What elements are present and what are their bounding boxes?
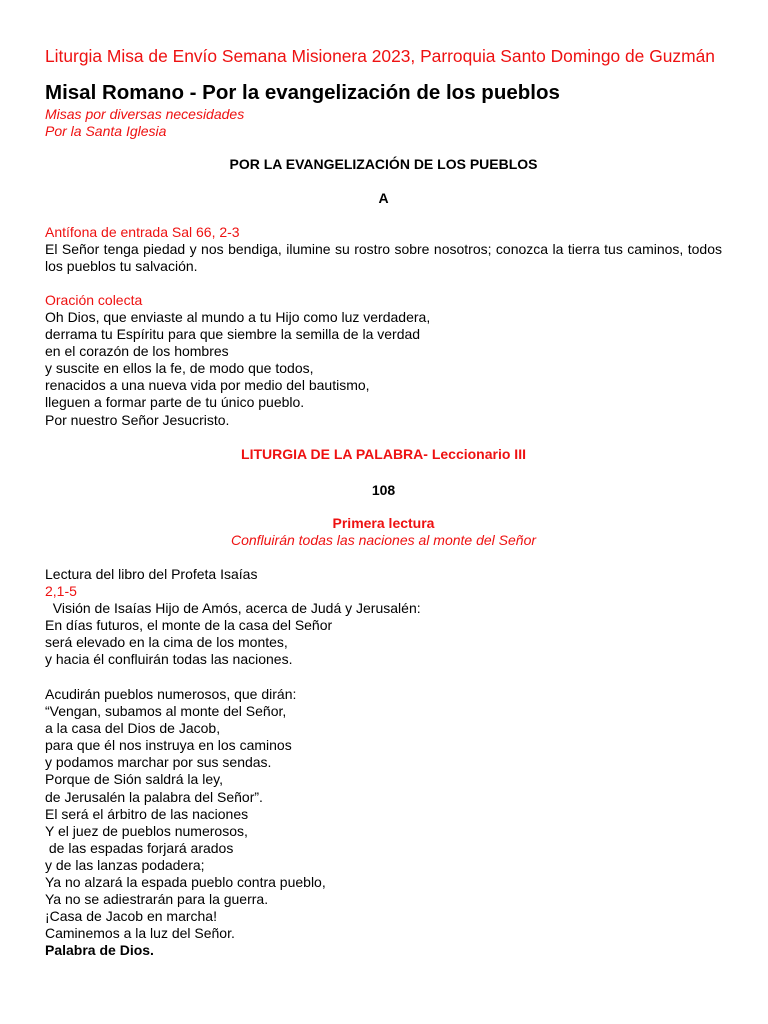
oracion-text: [45, 309, 430, 429]
reading-line: Y el juez de pueblos numerosos,: [45, 822, 248, 839]
cycle-letter: A: [378, 190, 389, 206]
lectura-subtitle: Confluirán todas las naciones al monte del Señor: [230, 532, 537, 548]
oracion-line: Por nuestro Señor Jesucristo.: [45, 411, 230, 428]
leccionario-number: 108: [371, 482, 396, 498]
reading-line: a la casa del Dios de Jacob,: [45, 720, 221, 737]
oracion-line: derrama tu Espíritu para que siembre la semilla de la verdad: [45, 326, 421, 343]
oracion-line: y suscite en ellos la fe, de modo que todos,: [45, 360, 314, 377]
oracion-line: Oh Dios, que enviaste al mundo a tu Hijo como luz verdadera,: [45, 309, 431, 325]
subtitle-misas: Misas por diversas necesidades: [45, 106, 245, 122]
reading-line: El será el árbitro de las naciones: [45, 805, 249, 822]
reading-line: Porque de Sión saldrá la ley,: [45, 771, 223, 788]
reading-line: de Jerusalén la palabra del Señor”.: [45, 788, 263, 805]
main-title: Misal Romano - Por la evangelización de los pueblos: [45, 81, 560, 104]
reading-line: Caminemos a la luz del Señor.: [45, 925, 235, 942]
reading-line: ¡Casa de Jacob en marcha!: [45, 908, 217, 925]
oracion-line: lleguen a formar parte de tu único pueblo.: [45, 394, 305, 411]
reading-line: y de las lanzas podadera;: [45, 856, 205, 873]
reading-line: “Vengan, subamos al monte del Señor,: [45, 703, 287, 720]
antifona-text: El Señor tenga piedad y nos bendiga, ilumine su rostro sobre nosotros; conozca la tierra tus caminos, todos los pueblos tu salvación.: [45, 241, 722, 274]
reading-line: para que él nos instruya en los caminos: [45, 737, 292, 754]
lectura-title: Primera lectura: [332, 515, 435, 531]
reading-intro-block: [45, 566, 421, 669]
reading-line: Ya no se adiestrarán para la guerra.: [45, 891, 269, 908]
subtitle-iglesia: Por la Santa Iglesia: [45, 123, 167, 139]
reading-intro: Lectura del libro del Profeta Isaías: [45, 566, 258, 582]
oracion-line: en el corazón de los hombres: [45, 343, 229, 360]
reading-line: Ya no alzará la espada pueblo contra pueblo,: [45, 874, 326, 891]
reading-line: Visión de Isaías Hijo de Amós, acerca de Judá y Jerusalén:: [45, 600, 421, 617]
reading-line: Acudirán pueblos numerosos, que dirán:: [45, 686, 297, 702]
reading-line: será elevado en la cima de los montes,: [45, 634, 288, 651]
reading-line: de las espadas forjará arados: [45, 839, 234, 856]
reading-closing: Palabra de Dios.: [45, 942, 154, 959]
reading-line: En días futuros, el monte de la casa del Señor: [45, 617, 333, 634]
reading-reference: 2,1-5: [45, 583, 77, 600]
reading-stanza-2: [45, 686, 326, 960]
liturgia-heading: LITURGIA DE LA PALABRA- Leccionario III: [241, 446, 526, 462]
section-heading: POR LA EVANGELIZACIÓN DE LOS PUEBLOS: [229, 156, 538, 172]
oracion-label: Oración colecta: [45, 292, 143, 308]
oracion-line: renacidos a una nueva vida por medio del bautismo,: [45, 377, 370, 394]
antifona-label: Antífona de entrada Sal 66, 2-3: [45, 224, 240, 240]
document-header-title: Liturgia Misa de Envío Semana Misionera 2023, Parroquia Santo Domingo de Guzmán: [45, 46, 715, 66]
reading-line: y hacia él confluirán todas las naciones.: [45, 651, 293, 668]
reading-line: y podamos marchar por sus sendas.: [45, 754, 272, 771]
